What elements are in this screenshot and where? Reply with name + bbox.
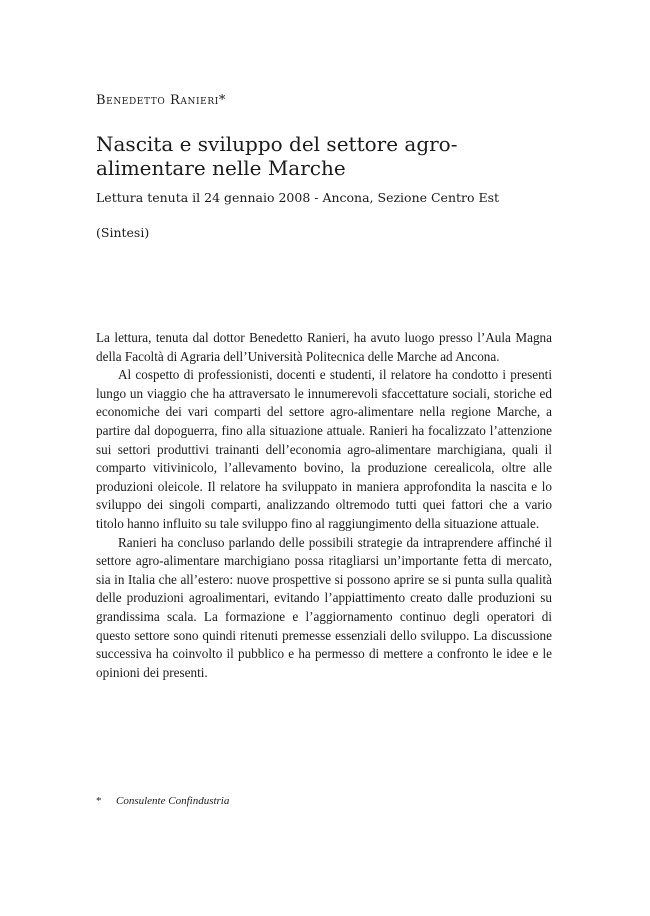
paragraph-3: Ranieri ha concluso parlando delle possibili strategie da intraprendere affinché il settore agro-alimentare marchigiano possa ritagliarsi un’importante fetta di mercato, sia in Italia che all’estero: nuove prospettive si possono aprire se si punta sulla qualità delle produzioni agroalimentari, evitando l’appiattimento creato dalle produzioni su grandissima scala. La formazione e l’aggiornamento continuo degli operatori di questo settore sono quindi ritenuti premesse essenziali dello sviluppo. La discussione successiva ha coinvolto il pubblico e ha permesso di mettere a confronto le idee e le opinioni dei presenti.: [96, 534, 552, 680]
paragraph-2: Al cospetto di professionisti, docenti e studenti, il relatore ha condotto i presenti lungo un viaggio che ha attraversato le innumerevoli sfaccettature sociali, storiche ed economiche dei vari comparti del settore agro-alimentare nella regione Marche, a partire dal dopoguerra, fino alla situazione attuale. Ranieri ha focalizzato l’attenzione sui settori produttivi trainanti dell’economia agro-alimentare marchigiana, quali il comparto vitivinicolo, l’allevamento bovino, la produzione cerealicola, oltre alle produzioni oleicole. Il relatore ha sviluppato in maniera approfondita la nascita e lo sviluppo dei singoli comparti, analizzando oltremodo tutti quei fattori che a vario titolo hanno influito su tale sviluppo fino al raggiungimento della situazione attuale.: [96, 367, 552, 531]
footnote-mark: *: [96, 795, 102, 807]
lecture-info: Lettura tenuta il 24 gennaio 2008 - Ancona, Sezione Centro Est: [96, 190, 500, 205]
article-title: Nascita e sviluppo del settore agro-alimentare nelle Marche: [96, 132, 458, 180]
author-line: Benedetto Ranieri*: [96, 93, 226, 108]
paragraph-1: La lettura, tenuta dal dottor Benedetto Ranieri, ha avuto luogo presso l’Aula Magna della Facoltà di Agraria dell’Università Politecnica delle Marche ad Ancona.: [96, 330, 552, 364]
body-text: [96, 329, 552, 682]
footnote: [96, 795, 229, 807]
footnote-text: Consulente Confindustria: [116, 795, 230, 807]
summary-label: (Sintesi): [96, 225, 150, 240]
